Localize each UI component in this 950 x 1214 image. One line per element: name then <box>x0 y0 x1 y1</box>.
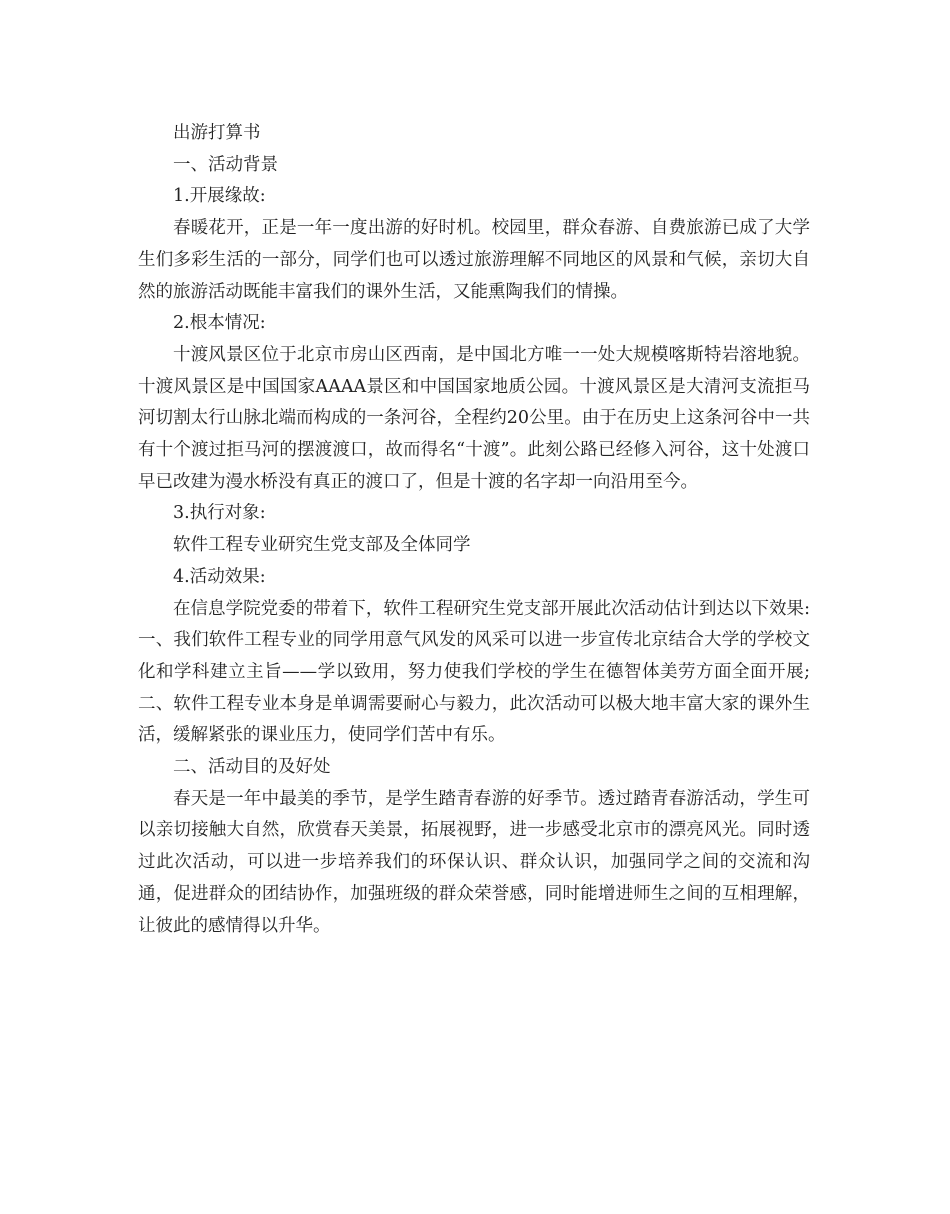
item-subheading: 3.执行对象: <box>173 503 266 524</box>
section-heading: 一、活动背景 <box>173 154 278 175</box>
item-paragraph: 十渡风景区位于北京市房山区西南，是中国北方唯一一处大规模喀斯特岩溶地貌。十渡风景区是中国国家AAAA景区和中国国家地质公园。十渡风景区是大清河支流拒马河切割太行山脉北端而构成的一条河谷，全程约20公里。由于在历史上这条河谷中一共有十个渡过拒马河的摆渡渡口，故而得名“十渡”。此刻公路已经修入河谷，这十处渡口早已改建为漫水桥没有真正的渡口了，但是十渡的名字却一向沿用至今。 <box>138 344 810 492</box>
document-title: 出游打算书 <box>173 123 261 143</box>
section-paragraph: 春天是一年中最美的季节，是学生踏青春游的好季节。透过踏青春游活动，学生可以亲切接触大自然，欣赏春天美景，拓展视野，进一步感受北京市的漂亮风光。同时透过此次活动，可以进一步培养我们的环保认识、群众认识，加强同学之间的交流和沟通，促进群众的团结协作，加强班级的群众荣誉感，同时能增进师生之间的互相理解，让彼此的感情得以升华。 <box>138 788 810 936</box>
item-paragraph: 春暖花开，正是一年一度出游的好时机。校园里，群众春游、自费旅游已成了大学生们多彩生活的一部分，同学们也可以透过旅游理解不同地区的风景和气候，亲切大自然的旅游活动既能丰富我们的课外生活，又能熏陶我们的情操。 <box>138 218 810 302</box>
section-heading: 二、活动目的及好处 <box>173 757 331 778</box>
document-body <box>138 118 810 942</box>
item-paragraph: 软件工程专业研究生党支部及全体同学 <box>173 535 471 556</box>
item-paragraph: 在信息学院党委的带着下，软件工程研究生党支部开展此次活动估计到达以下效果:一、我们软件工程专业的同学用意气风发的风采可以进一步宣传北京结合大学的学校文化和学科建立主旨——学以致用，努力使我们学校的学生在德智体美劳方面全面开展;二、软件工程专业本身是单调需要耐心与毅力，此次活动可以极大地丰富大家的课外生活，缓解紧张的课业压力，使同学们苦中有乐。 <box>138 598 810 746</box>
item-subheading: 4.活动效果: <box>173 566 266 587</box>
item-subheading: 1.开展缘故: <box>173 186 266 207</box>
item-subheading: 2.根本情况: <box>173 313 266 334</box>
